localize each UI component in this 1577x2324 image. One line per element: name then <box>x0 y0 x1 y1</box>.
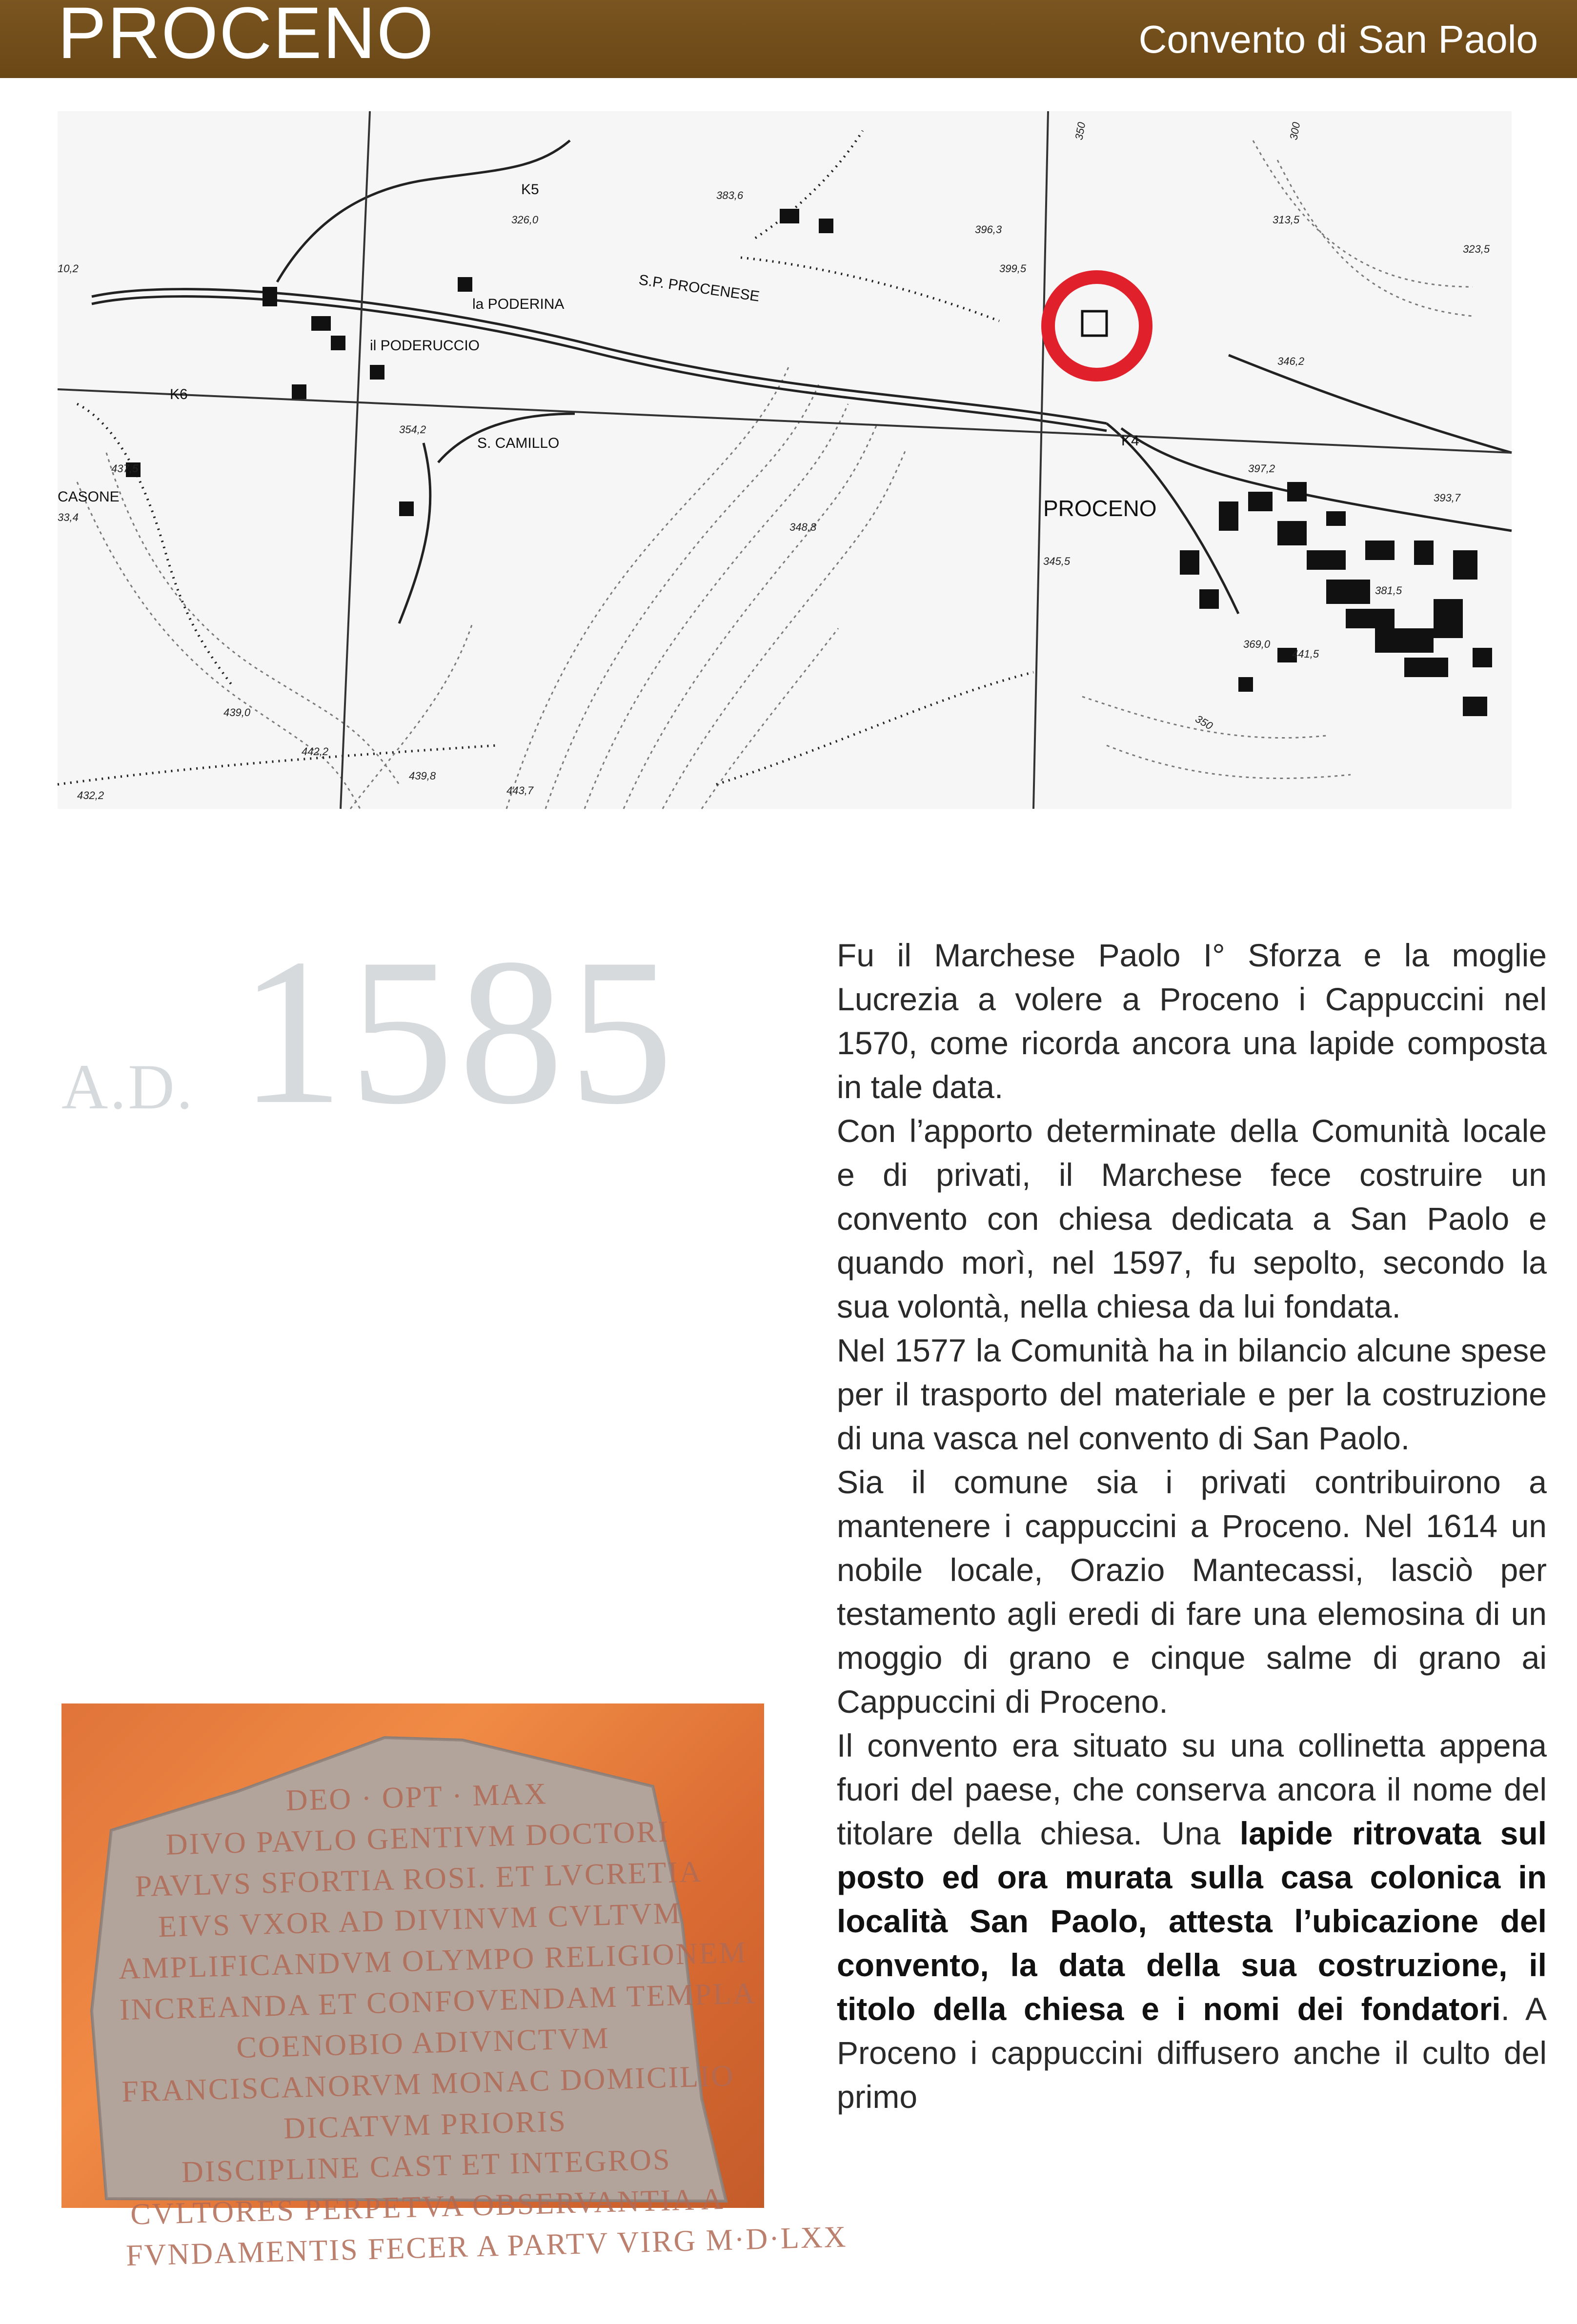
elevation-label: 441,5 <box>1292 648 1319 660</box>
paragraph: Fu il Marchese Paolo I° Sforza e la moglie Lucrezia a volere a Proceno i Cappuccini nel 1570, come ricorda ancora una lapide composta in tale data. <box>837 937 1547 1105</box>
paragraph-text: . A Proceno i cappuccini diffusero anche il culto del primo <box>837 1991 1547 2115</box>
header-town-name: PROCENO <box>58 0 435 74</box>
elevation-label: 313,5 <box>1273 214 1300 226</box>
ridge-hatching <box>58 131 1033 784</box>
village-buildings <box>126 209 1492 716</box>
elevation-label: 437,5 <box>111 462 139 475</box>
inscription-line: DEO · OPT · MAX <box>285 1777 548 1818</box>
elevation-label: 350 <box>1072 121 1088 141</box>
page-header <box>0 0 1577 78</box>
elevation-label: 381,5 <box>1375 584 1402 597</box>
elevation-label: 397,2 <box>1248 462 1275 475</box>
paragraph-bold-text: lapide ritrovata sul posto ed ora murata sulla casa colonica in località San Paolo, attesta l’ubicazione del convento, la data della sua costruzione, il titolo della chiesa e i nomi dei fondatori <box>837 1815 1547 2027</box>
elevation-label: 442,2 <box>302 745 329 758</box>
elevation-label: 323,5 <box>1463 243 1490 255</box>
year-heading <box>59 916 790 1148</box>
inscription-line: DICATVM PRIORIS <box>283 2104 567 2145</box>
elevation-label: 393,7 <box>1434 492 1461 504</box>
map-label-k4: K4 <box>1121 433 1139 449</box>
elevation-label: 10,2 <box>58 262 79 275</box>
tablet-inscription <box>114 1769 848 2276</box>
map-label-proceno: PROCENO <box>1043 496 1157 521</box>
elevation-label: 396,3 <box>975 223 1002 236</box>
paragraph: Sia il comune sia i privati contribuirono a mantenere i cappuccini a Proceno. Nel 1614 un nobile locale, Orazio Mantecassi, lasciò per testamento agli eredi di fare una elemosina di un moggio di grano e cinque salme di grano ai Cappuccini di Proceno. <box>837 1464 1547 1720</box>
elevation-labels <box>58 121 1490 801</box>
contour-lines <box>77 140 1473 809</box>
inscription-line: PAVLVS SFORTIA ROSI. ET LVCRETIA <box>134 1855 703 1903</box>
elevation-label: 33,4 <box>58 511 79 523</box>
map-label-s-camillo: S. CAMILLO <box>477 435 560 451</box>
stone-tablet-photo <box>61 1703 848 2273</box>
inscription-line: DISCIPLINE CAST ET INTEGROS <box>181 2143 672 2189</box>
elevation-label: 399,5 <box>999 262 1027 275</box>
paragraph: Nel 1577 la Comunità ha in bilancio alcune spese per il trasporto del materiale e per la costruzione di una vasca nel convento di San Paolo. <box>837 1332 1547 1456</box>
elevation-label: 345,5 <box>1043 555 1071 567</box>
elevation-label: 443,7 <box>506 784 534 797</box>
paragraph-text: Il convento era situato su una collinetta appena fuori del paese, che conserva ancora il nome del titolare della chiesa. Una <box>837 1727 1547 1851</box>
elevation-label: 354,2 <box>399 423 426 436</box>
paragraph <box>837 1723 1547 2119</box>
inscription-line: AMPLIFICANDVM OLYMPO RELIGIONEM <box>118 1936 748 1986</box>
elevation-label: 350 <box>1193 712 1215 732</box>
map-label-k5: K5 <box>521 181 539 198</box>
topographic-map <box>58 111 1512 809</box>
inscription-line: COENOBIO ADIVNCTVM <box>236 2021 610 2064</box>
convent-location-marker <box>1048 277 1146 375</box>
inscription-line: EIVS VXOR AD DIVINVM CVLTVM <box>158 1897 682 1944</box>
body-text <box>837 933 1547 2119</box>
elevation-label: 346,2 <box>1277 355 1305 367</box>
map-label-poderuccio: il PODERUCCIO <box>370 338 480 354</box>
inscription-line: DIVO PAVLO GENTIVM DOCTORI <box>165 1815 670 1862</box>
map-label-k6: K6 <box>170 386 188 402</box>
map-label-casone: CASONE <box>58 489 120 505</box>
inscription-line: FVNDAMENTIS FECER A PARTV VIRG M·D·LXX <box>125 2220 848 2273</box>
inscription-line: INCREANDA ET CONFOVENDAM TEMPLA <box>119 1977 757 2027</box>
elevation-label: 432,2 <box>77 789 104 801</box>
paragraph: Con l’apporto determinate della Comunità locale e di privati, il Marchese fece costruire un convento con chiesa dedicata a San Paolo e quando morì, nel 1597, fu sepolto, secondo la sua volontà, nella chiesa da lui fondata. <box>837 1113 1547 1324</box>
header-subtitle: Convento di San Paolo <box>1138 18 1538 61</box>
elevation-label: 369,0 <box>1243 638 1271 650</box>
inscription-line: CVLTORES PERPETVA OBSERVANTIA A <box>130 2182 725 2231</box>
map-label-sp-procenese: S.P. PROCENESE <box>638 272 761 305</box>
elevation-label: 326,0 <box>511 214 539 226</box>
elevation-label: 348,8 <box>789 521 817 533</box>
inscription-line: FRANCISCANORVM MONAC DOMICILIO <box>121 2059 735 2109</box>
year-number: 1585 <box>239 916 678 1148</box>
map-label-poderina: la PODERINA <box>472 296 565 312</box>
elevation-label: 439,8 <box>409 770 436 782</box>
elevation-label: 300 <box>1287 121 1303 141</box>
roads <box>92 140 1512 623</box>
elevation-label: 383,6 <box>716 189 744 201</box>
elevation-label: 439,0 <box>223 706 251 719</box>
year-prefix: A.D. <box>61 1051 195 1122</box>
